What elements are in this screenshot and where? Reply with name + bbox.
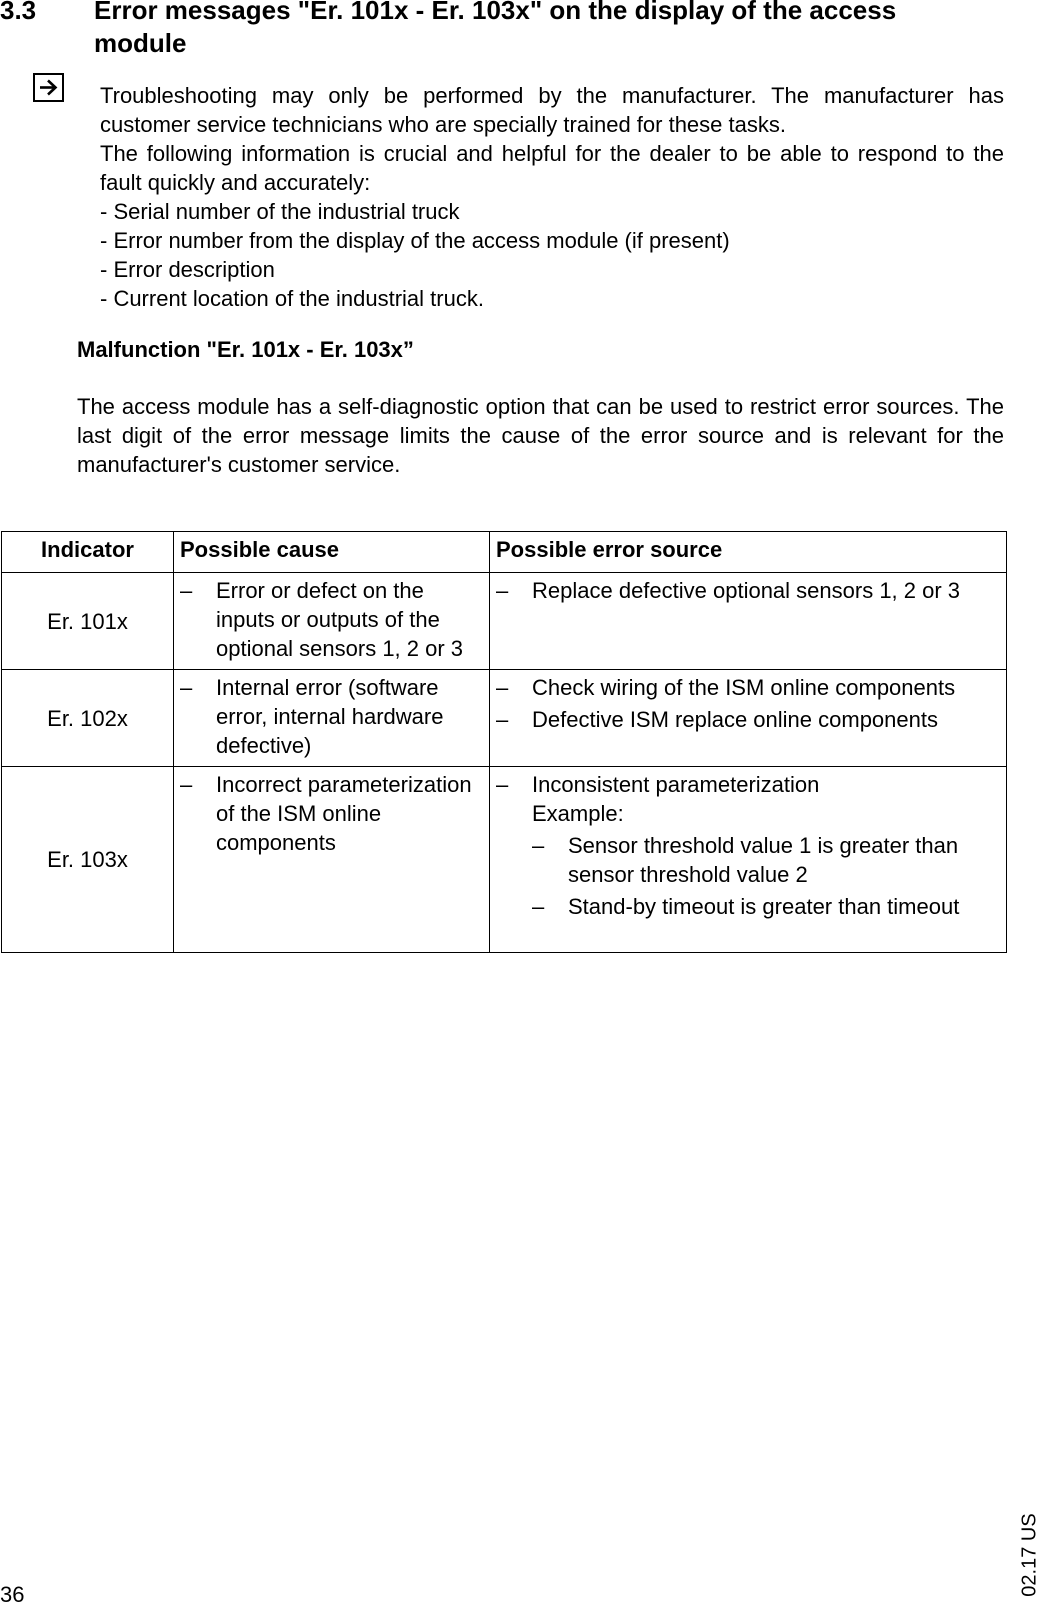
list-dash: – [496, 772, 509, 797]
column-header: Possible cause [174, 532, 490, 573]
malfunction-text: The access module has a self-diagnostic option that can be used to restrict error sources. The last digit of the error message limits the cause of the error source and is relevant for the manufacturer's customer service. [77, 394, 1004, 477]
note-item: - Error description [100, 257, 275, 282]
column-header: Indicator [2, 532, 174, 573]
source-cell [490, 767, 1007, 953]
list-dash: – [496, 675, 509, 700]
indicator-cell: Er. 102x [2, 670, 174, 767]
list-dash: – [180, 578, 193, 603]
cause-cell [174, 767, 490, 953]
note-item: - Error number from the display of the access module (if present) [100, 228, 730, 253]
list-dash: – [496, 707, 509, 732]
arrow-right-icon [33, 73, 64, 102]
source-text: Defective ISM replace online components [532, 707, 938, 732]
table-row [2, 670, 1007, 767]
column-header: Possible error source [490, 532, 1007, 573]
cause-text: Incorrect parameterization of the ISM online components [216, 772, 472, 855]
cause-text: Error or defect on the inputs or outputs of the optional sensors 1, 2 or 3 [216, 578, 464, 661]
list-dash: – [532, 833, 545, 858]
note-item: - Current location of the industrial truck. [100, 286, 484, 311]
source-example-label: Example: [532, 801, 624, 826]
indicator-cell: Er. 101x [2, 573, 174, 670]
source-cell [490, 573, 1007, 670]
note-paragraph: Troubleshooting may only be performed by the manufacturer. The manufacturer has customer service technicians who are specially trained for these tasks. [100, 83, 1004, 137]
source-text: Replace defective optional sensors 1, 2 or 3 [532, 578, 961, 603]
note-block [100, 81, 1004, 313]
source-cell [490, 670, 1007, 767]
table-header-row [2, 532, 1007, 573]
error-table [1, 531, 1007, 953]
section-title: Error messages "Er. 101x - Er. 103x" on the display of the access module [94, 0, 897, 58]
source-subitem: Sensor threshold value 1 is greater than sensor threshold value 2 [568, 833, 959, 887]
list-dash: – [180, 772, 193, 797]
cause-cell [174, 670, 490, 767]
footer-date: 02.17 US [1018, 1513, 1041, 1597]
malfunction-heading: Malfunction "Er. 101x - Er. 103x” [77, 337, 414, 362]
table-row [2, 573, 1007, 670]
note-paragraph: The following information is crucial and helpful for the dealer to be able to respond to the fault quickly and accurately: [100, 141, 1004, 195]
table-row [2, 767, 1007, 953]
source-subitem: Stand-by timeout is greater than timeout [568, 894, 960, 919]
source-sublist [532, 831, 1000, 921]
list-dash: – [180, 675, 193, 700]
cause-text: Internal error (software error, internal hardware defective) [216, 675, 444, 758]
note-item: - Serial number of the industrial truck [100, 199, 460, 224]
list-dash: – [532, 894, 545, 919]
list-dash: – [496, 578, 509, 603]
section-number: 3.3 [0, 0, 37, 25]
cause-cell [174, 573, 490, 670]
source-text: Check wiring of the ISM online components [532, 675, 956, 700]
indicator-cell: Er. 103x [2, 767, 174, 953]
page-number: 36 [0, 1582, 25, 1607]
source-text: Inconsistent parameterization [532, 772, 820, 797]
